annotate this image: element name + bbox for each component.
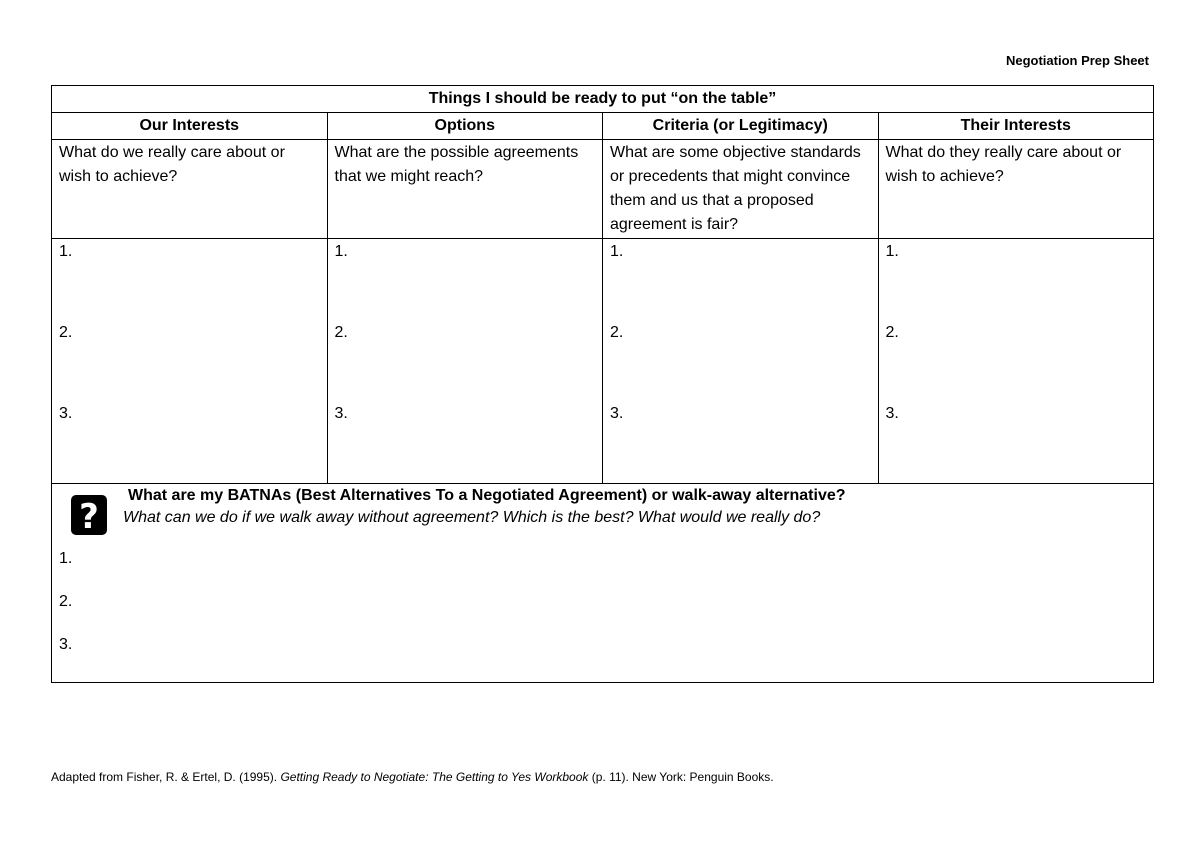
answers-our-interests[interactable] [52, 239, 328, 484]
batna-section[interactable] [52, 484, 1154, 683]
list-item: 1. [885, 243, 899, 260]
citation-book-title: Getting Ready to Negotiate: The Getting to Yes Workbook [280, 770, 589, 784]
column-heading-criteria: Criteria (or Legitimacy) [603, 113, 879, 140]
batna-row [52, 484, 1154, 683]
list-item: 2. [334, 324, 348, 341]
page-header: Negotiation Prep Sheet [1005, 53, 1149, 68]
answers-criteria[interactable] [603, 239, 879, 484]
column-heading-options: Options [327, 113, 603, 140]
citation-suffix: (p. 11). New York: Penguin Books. [588, 770, 774, 784]
list-item: 3. [885, 405, 899, 422]
list-item: 2. [885, 324, 899, 341]
answers-row [52, 239, 1154, 484]
column-headings-row [52, 113, 1154, 140]
column-heading-our-interests: Our Interests [52, 113, 328, 140]
citation-prefix: Adapted from Fisher, R. & Ertel, D. (1995). [51, 770, 281, 784]
answers-their-interests[interactable] [878, 239, 1154, 484]
list-item: 2. [59, 324, 73, 341]
list-item: 3. [334, 405, 348, 422]
list-item: 3. [59, 405, 73, 422]
question-mark-icon [71, 495, 107, 535]
batna-subtitle: What can we do if we walk away without agreement? Which is the best? What would we really do? [123, 509, 821, 526]
question-our-interests: What do we really care about or wish to achieve? [52, 140, 328, 239]
question-criteria: What are some objective standards or precedents that might convince them and us that a proposed agreement is fair? [603, 140, 879, 239]
answers-options[interactable] [327, 239, 603, 484]
question-options: What are the possible agreements that we might reach? [327, 140, 603, 239]
questions-row [52, 140, 1154, 239]
list-item: 3. [59, 636, 73, 653]
list-item: 1. [334, 243, 348, 260]
list-item: 1. [59, 550, 73, 567]
list-item: 3. [610, 405, 624, 422]
question-their-interests: What do they really care about or wish to achieve? [878, 140, 1154, 239]
list-item: 1. [610, 243, 624, 260]
list-item: 2. [59, 593, 73, 610]
column-heading-their-interests: Their Interests [878, 113, 1154, 140]
svg-text:?: ? [79, 497, 99, 535]
prep-table [51, 85, 1154, 683]
table-title: Things I should be ready to put “on the table” [52, 86, 1154, 113]
batna-title: What are my BATNAs (Best Alternatives To a Negotiated Agreement) or walk-away alternative? [128, 487, 846, 504]
list-item: 2. [610, 324, 624, 341]
list-item: 1. [59, 243, 73, 260]
citation-footer [51, 770, 774, 784]
batna-list [59, 547, 1146, 676]
